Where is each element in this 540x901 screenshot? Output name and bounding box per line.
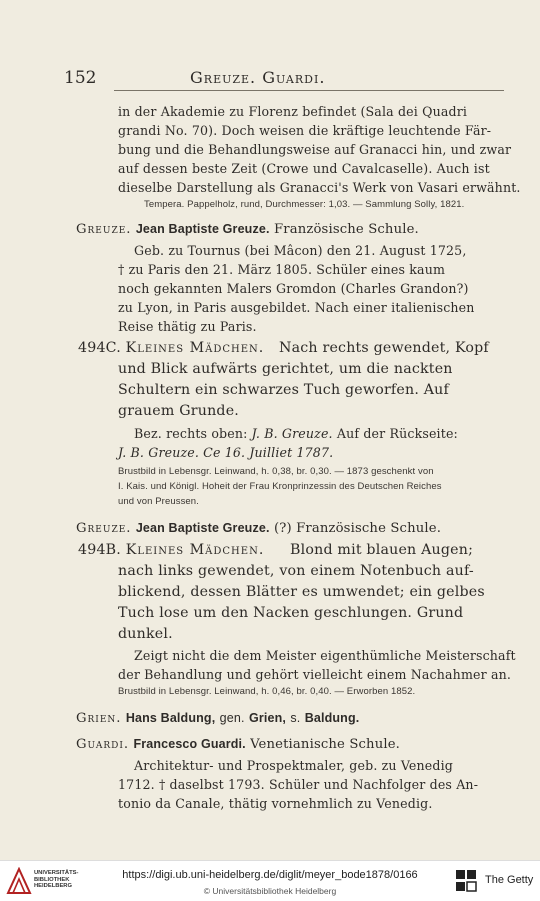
note-line: Brustbild in Lebensgr. Leinwand, h. 0,46, br. 0,40. — Erworben 1852.: [118, 686, 416, 697]
artist-caps: Guardi.: [76, 737, 130, 752]
artist-name-2: Grien,: [248, 711, 286, 725]
work-desc-line: dunkel.: [118, 626, 173, 642]
institution-line: HEIDELBERG: [34, 883, 73, 890]
page-number: 152: [64, 68, 97, 88]
see-ref: s.: [290, 711, 301, 725]
artist-caps: Greuze.: [76, 521, 132, 536]
header-rule: [114, 90, 504, 91]
artist-name: Hans Baldung,: [125, 711, 216, 725]
intro-line: auf dessen beste Zeit (Crowe und Cavalcaselle). Auch ist: [118, 161, 490, 176]
entry-heading: [76, 711, 359, 726]
work-desc-line: nach links gewendet, von einem Notenbuch auf-: [118, 563, 474, 579]
getty-label: The Getty: [485, 874, 534, 886]
catalogue-entry-title: [78, 542, 264, 558]
work-desc-line: Blond mit blauen Augen;: [290, 542, 474, 558]
artist-caps: Grien.: [76, 711, 122, 726]
artist-name: Jean Baptiste Greuze.: [135, 222, 270, 236]
bio-line: Reise thätig zu Paris.: [118, 319, 257, 334]
bio-line: Architektur- und Prospektmaler, geb. zu Venedig: [134, 758, 453, 773]
inscription: [134, 426, 458, 441]
artist-caps: Greuze.: [76, 222, 132, 237]
entry-heading: [76, 521, 441, 536]
artist-gen: gen.: [219, 711, 245, 725]
intro-line: bung und die Behandlungsweise auf Granacci hin, und zwar: [118, 142, 512, 157]
copyright-notice: © Universitätsbibliothek Heidelberg: [203, 886, 337, 896]
work-desc-line: und Blick aufwärts gerichtet, um die nackten: [118, 361, 453, 377]
work-title: Kleines Mädchen.: [125, 340, 265, 356]
inscription-label: Bez. rechts oben:: [134, 426, 248, 441]
intro-line: in der Akademie zu Florenz befindet (Sala dei Quadri: [118, 104, 468, 119]
work-desc-line: Schultern ein schwarzes Tuch geworfen. Auf: [118, 382, 449, 398]
work-desc-line: blickend, dessen Blätter es umwendet; ein gelbes: [118, 584, 485, 600]
work-title: Kleines Mädchen.: [125, 542, 265, 558]
artist-name: Francesco Guardi.: [133, 737, 246, 751]
inscription-reverse: J. B. Greuze. Ce 16. Juilliet 1787.: [118, 445, 334, 460]
intro-line: dieselbe Darstellung als Granacci's Werk von Vasari erwähnt.: [118, 180, 521, 195]
note-line: und von Preussen.: [118, 496, 199, 507]
reference-name: Baldung.: [304, 711, 360, 725]
bio-line: tonio da Canale, thätig vornehmlich zu Venedig.: [118, 796, 433, 811]
catalogue-entry-title: [78, 340, 264, 356]
intro-note: Tempera. Pappelholz, rund, Durchmesser: 1,03. — Sammlung Solly, 1821.: [144, 199, 465, 210]
institution-line: BIBLIOTHEK: [34, 876, 70, 883]
inscription-reverse-label: Auf der Rückseite:: [336, 426, 458, 441]
artist-school: (?) Französische Schule.: [273, 521, 442, 536]
note-line: I. Kais. und Königl. Hoheit der Frau Kronprinzessin des Deutschen Reiches: [118, 481, 442, 492]
entry-heading: [76, 222, 419, 237]
bio-line: Geb. zu Tournus (bei Mâcon) den 21. August 1725,: [134, 243, 467, 258]
catalogue-number: 494C.: [78, 340, 121, 356]
artist-name: Jean Baptiste Greuze.: [135, 521, 270, 535]
permalink-url[interactable]: https://digi.ub.uni-heidelberg.de/diglit/meyer_bode1878/0166: [122, 869, 418, 881]
work-desc-line: Tuch lose um den Nacken geschlungen. Grund: [118, 605, 464, 621]
entry-heading: [76, 737, 400, 752]
running-head: Greuze. Guardi.: [190, 68, 326, 87]
viewer-footer: [0, 860, 540, 901]
intro-line: grandi No. 70). Doch weisen die kräftige leuchtende Fär-: [118, 123, 492, 138]
bio-line: † zu Paris den 21. März 1805. Schüler eines kaum: [118, 262, 446, 277]
note-line: Brustbild in Lebensgr. Leinwand, h. 0,38, br. 0,30. — 1873 geschenkt von: [118, 466, 434, 477]
bio-line: 1712. † daselbst 1793. Schüler und Nachfolger des An-: [118, 777, 479, 792]
work-desc-line: Nach rechts gewendet, Kopf: [279, 340, 489, 356]
bio-line: zu Lyon, in Paris ausgebildet. Nach einer italienischen: [118, 300, 475, 315]
artist-school: Venetianische Schule.: [250, 737, 401, 752]
institution-line: UNIVERSITÄTS-: [34, 870, 79, 876]
artist-school: Französische Schule.: [273, 222, 419, 237]
catalogue-number: 494B.: [78, 542, 122, 558]
bio-line: noch gekannten Malers Gromdon (Charles Grandon?): [118, 281, 469, 296]
work-desc-line: grauem Grunde.: [118, 403, 239, 419]
remark-line: der Behandlung und gehört vielleicht einem Nachahmer an.: [118, 667, 512, 682]
inscription-signature: J. B. Greuze.: [251, 426, 333, 441]
getty-logo-icon: [455, 869, 477, 893]
remark-line: Zeigt nicht die dem Meister eigenthümliche Meisterschaft: [134, 648, 516, 663]
